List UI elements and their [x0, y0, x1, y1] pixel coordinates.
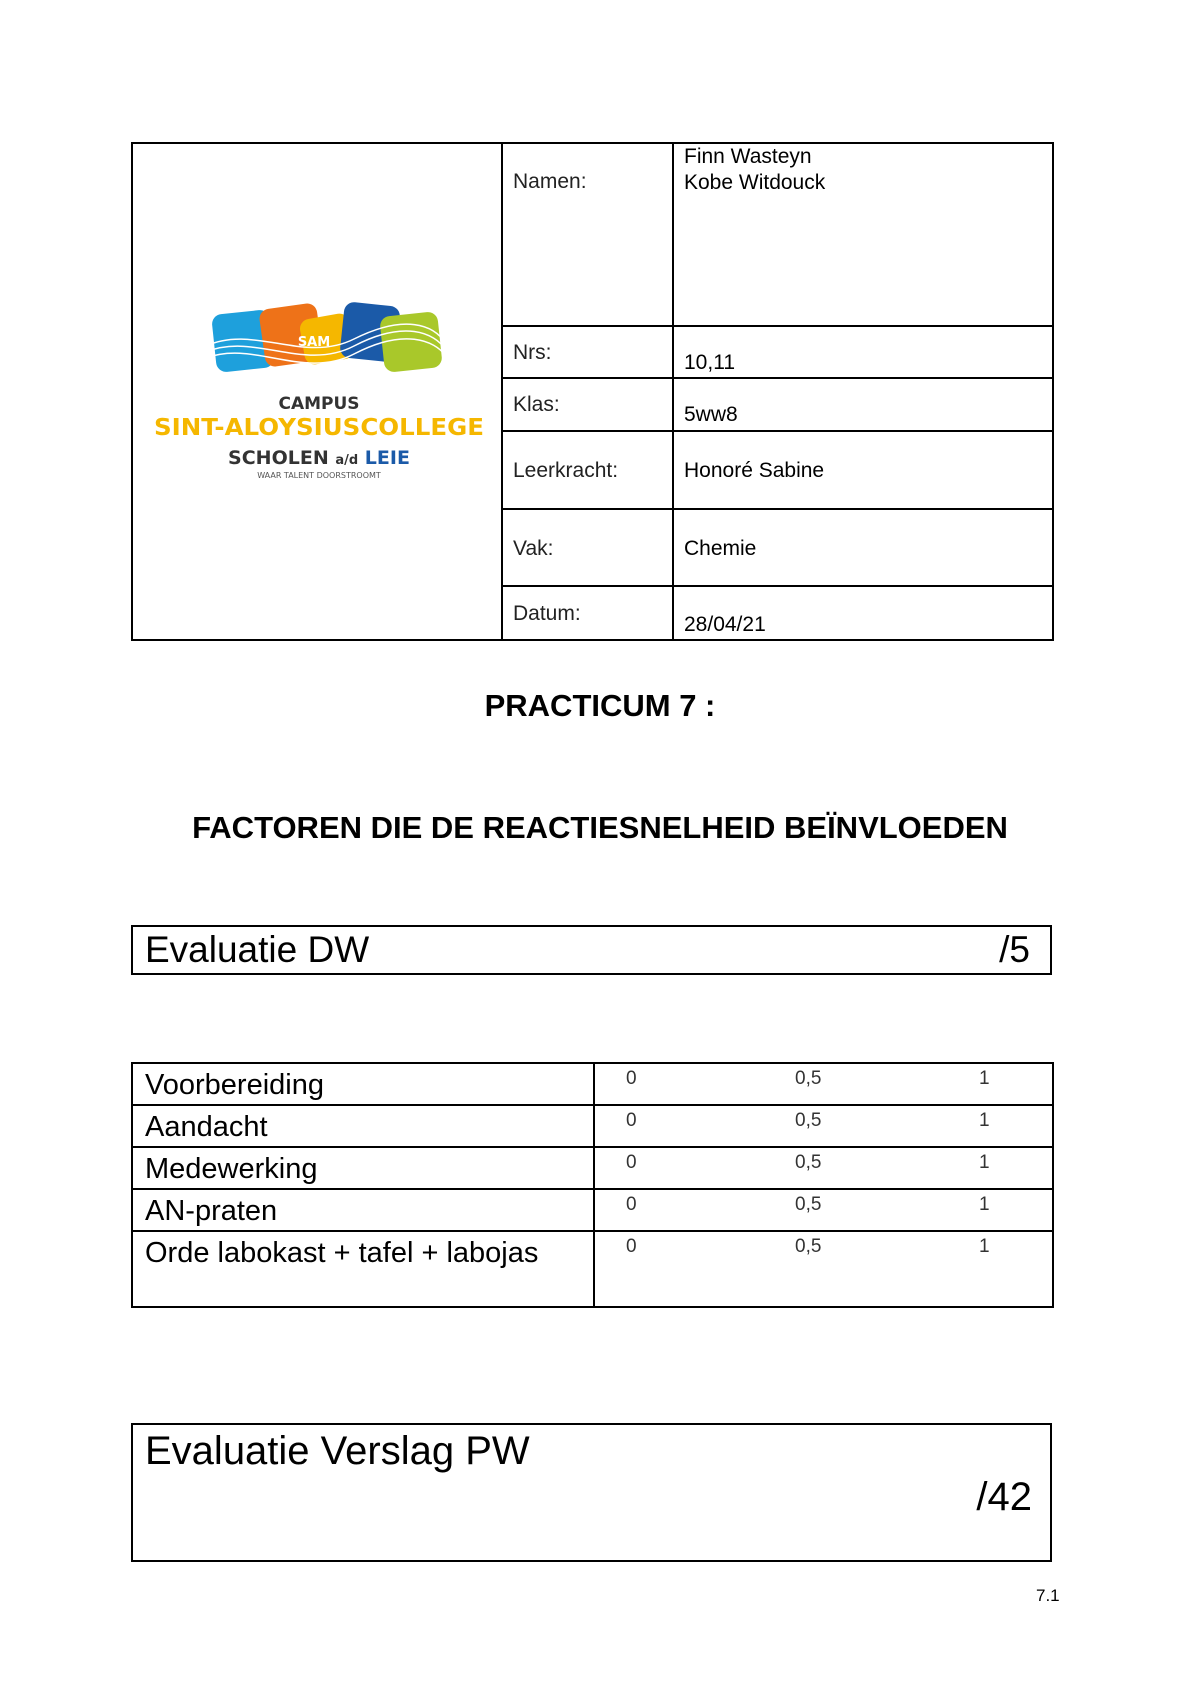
logo-line3-c: LEIE — [364, 446, 410, 469]
criteria-label: Medewerking — [132, 1147, 594, 1189]
score-1: 1 — [979, 1110, 990, 1131]
label-vak: Vak: — [502, 509, 673, 586]
logo-line2: SINT-ALOYSIUSCOLLEGE — [154, 414, 484, 441]
score-0: 0 — [626, 1110, 637, 1131]
value-nrs: 10,11 — [673, 326, 1053, 378]
value-leerkracht: Honoré Sabine — [673, 431, 1053, 509]
logo-line3-b: a/d — [335, 452, 359, 468]
criteria-label: AN-praten — [132, 1189, 594, 1231]
score-half: 0,5 — [795, 1152, 822, 1173]
evaluation-dw-label: Evaluatie DW — [145, 929, 370, 970]
score-1: 1 — [979, 1068, 990, 1089]
name-1: Finn Wasteyn — [684, 145, 812, 168]
header-table — [131, 142, 1054, 641]
criteria-label: Aandacht — [132, 1105, 594, 1147]
criteria-scores — [594, 1105, 1053, 1147]
value-klas: 5ww8 — [673, 378, 1053, 431]
label-datum: Datum: — [502, 586, 673, 640]
page-title: PRACTICUM 7 : — [484, 688, 716, 723]
logo-cell — [132, 143, 502, 640]
criteria-row — [132, 1189, 1053, 1231]
page-subtitle: FACTOREN DIE DE REACTIESNELHEID BEÏNVLOEDEN — [192, 810, 1008, 845]
evaluation-pw-score: /42 — [976, 1475, 1032, 1519]
label-namen: Namen: — [502, 143, 673, 326]
label-klas: Klas: — [502, 378, 673, 431]
criteria-scores — [594, 1063, 1053, 1105]
score-0: 0 — [626, 1236, 637, 1257]
value-vak: Chemie — [673, 509, 1053, 586]
evaluation-dw-score: /5 — [999, 929, 1030, 970]
criteria-row — [132, 1147, 1053, 1189]
score-1: 1 — [979, 1194, 990, 1215]
logo-line3-a: SCHOLEN — [228, 446, 329, 469]
logo-badge: SAM — [297, 334, 331, 350]
score-0: 0 — [626, 1194, 637, 1215]
label-leerkracht: Leerkracht: — [502, 431, 673, 509]
score-0: 0 — [626, 1068, 637, 1089]
label-nrs: Nrs: — [502, 326, 673, 378]
criteria-row — [132, 1063, 1053, 1105]
criteria-row — [132, 1231, 1053, 1307]
score-0: 0 — [626, 1152, 637, 1173]
evaluation-pw-box — [131, 1423, 1052, 1562]
score-1: 1 — [979, 1152, 990, 1173]
evaluation-pw-label: Evaluatie Verslag PW — [145, 1429, 530, 1473]
criteria-row — [132, 1105, 1053, 1147]
score-half: 0,5 — [795, 1194, 822, 1215]
criteria-table — [131, 1062, 1054, 1308]
name-2: Kobe Witdouck — [684, 171, 826, 194]
score-half: 0,5 — [795, 1110, 822, 1131]
value-datum: 28/04/21 — [673, 586, 1053, 640]
page-number: 7.1 — [1036, 1586, 1060, 1605]
criteria-scores — [594, 1189, 1053, 1231]
criteria-scores — [594, 1231, 1053, 1307]
logo-line1: CAMPUS — [278, 393, 360, 414]
value-namen — [673, 143, 1053, 326]
score-half: 0,5 — [795, 1236, 822, 1257]
criteria-label: Orde labokast + tafel + labojas — [132, 1231, 594, 1307]
school-logo — [134, 292, 500, 492]
criteria-scores — [594, 1147, 1053, 1189]
evaluation-dw-box — [131, 925, 1052, 975]
svg-text:SCHOLEN a/d — [228, 447, 410, 469]
score-half: 0,5 — [795, 1068, 822, 1089]
logo-tagline: WAAR TALENT DOORSTROOMT — [257, 470, 381, 480]
score-1: 1 — [979, 1236, 990, 1257]
criteria-label: Voorbereiding — [132, 1063, 594, 1105]
